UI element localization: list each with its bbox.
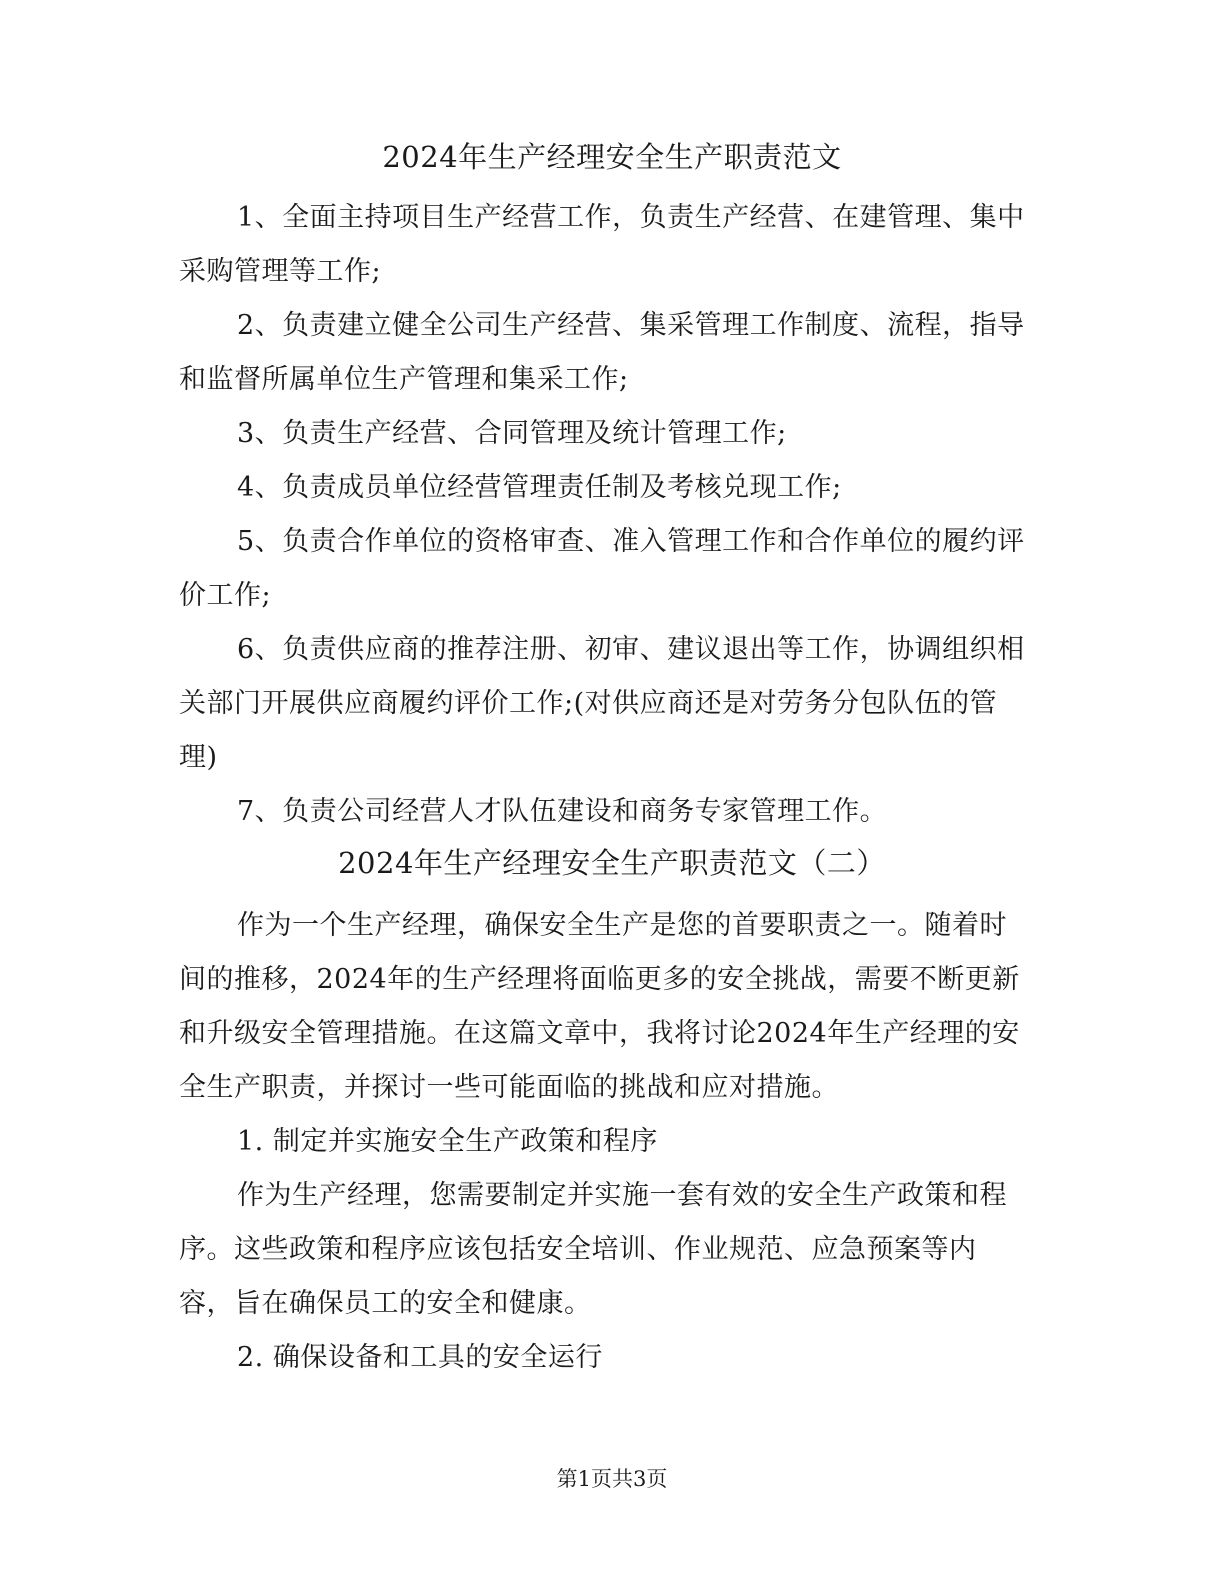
paragraph-line: 2、负责建立健全公司生产经营、集采管理工作制度、流程，指导 (237, 310, 1025, 341)
paragraph-line: 采购管理等工作; (179, 256, 382, 287)
page-number-footer: 第1页共3页 (556, 1467, 668, 1491)
paragraph-line: 价工作; (179, 580, 272, 611)
paragraph-line: 间的推移，2024年的生产经理将面临更多的安全挑战，需要不断更新 (179, 964, 1020, 995)
paragraph-line: 理) (179, 742, 218, 773)
document-title: 2024年生产经理安全生产职责范文 (382, 140, 842, 174)
paragraph-line: 作为生产经理，您需要制定并实施一套有效的安全生产政策和程 (237, 1180, 1007, 1211)
paragraph-line: 4、负责成员单位经营管理责任制及考核兑现工作; (237, 472, 842, 503)
list-heading: 1. 制定并实施安全生产政策和程序 (237, 1126, 658, 1157)
paragraph-line: 5、负责合作单位的资格审查、准入管理工作和合作单位的履约评 (237, 526, 1025, 557)
paragraph-line: 3、负责生产经营、合同管理及统计管理工作; (237, 418, 787, 449)
list-heading: 2. 确保设备和工具的安全运行 (237, 1342, 603, 1373)
paragraph-line: 6、负责供应商的推荐注册、初审、建议退出等工作，协调组织相 (237, 634, 1025, 665)
paragraph-line: 和升级安全管理措施。在这篇文章中，我将讨论2024年生产经理的安 (179, 1018, 1020, 1049)
section-subtitle: 2024年生产经理安全生产职责范文（二） (338, 846, 886, 880)
paragraph-line: 容，旨在确保员工的安全和健康。 (179, 1288, 592, 1319)
paragraph-line: 作为一个生产经理，确保安全生产是您的首要职责之一。随着时 (237, 910, 1007, 941)
paragraph-line: 序。这些政策和程序应该包括安全培训、作业规范、应急预案等内 (179, 1234, 977, 1265)
paragraph-line: 7、负责公司经营人才队伍建设和商务专家管理工作。 (237, 796, 888, 827)
paragraph-line: 1、全面主持项目生产经营工作，负责生产经营、在建管理、集中 (237, 202, 1025, 233)
paragraph-line: 和监督所属单位生产管理和集采工作; (179, 364, 629, 395)
paragraph-line: 关部门开展供应商履约评价工作;(对供应商还是对劳务分包队伍的管 (179, 688, 998, 719)
paragraph-line: 全生产职责，并探讨一些可能面临的挑战和应对措施。 (179, 1072, 839, 1103)
